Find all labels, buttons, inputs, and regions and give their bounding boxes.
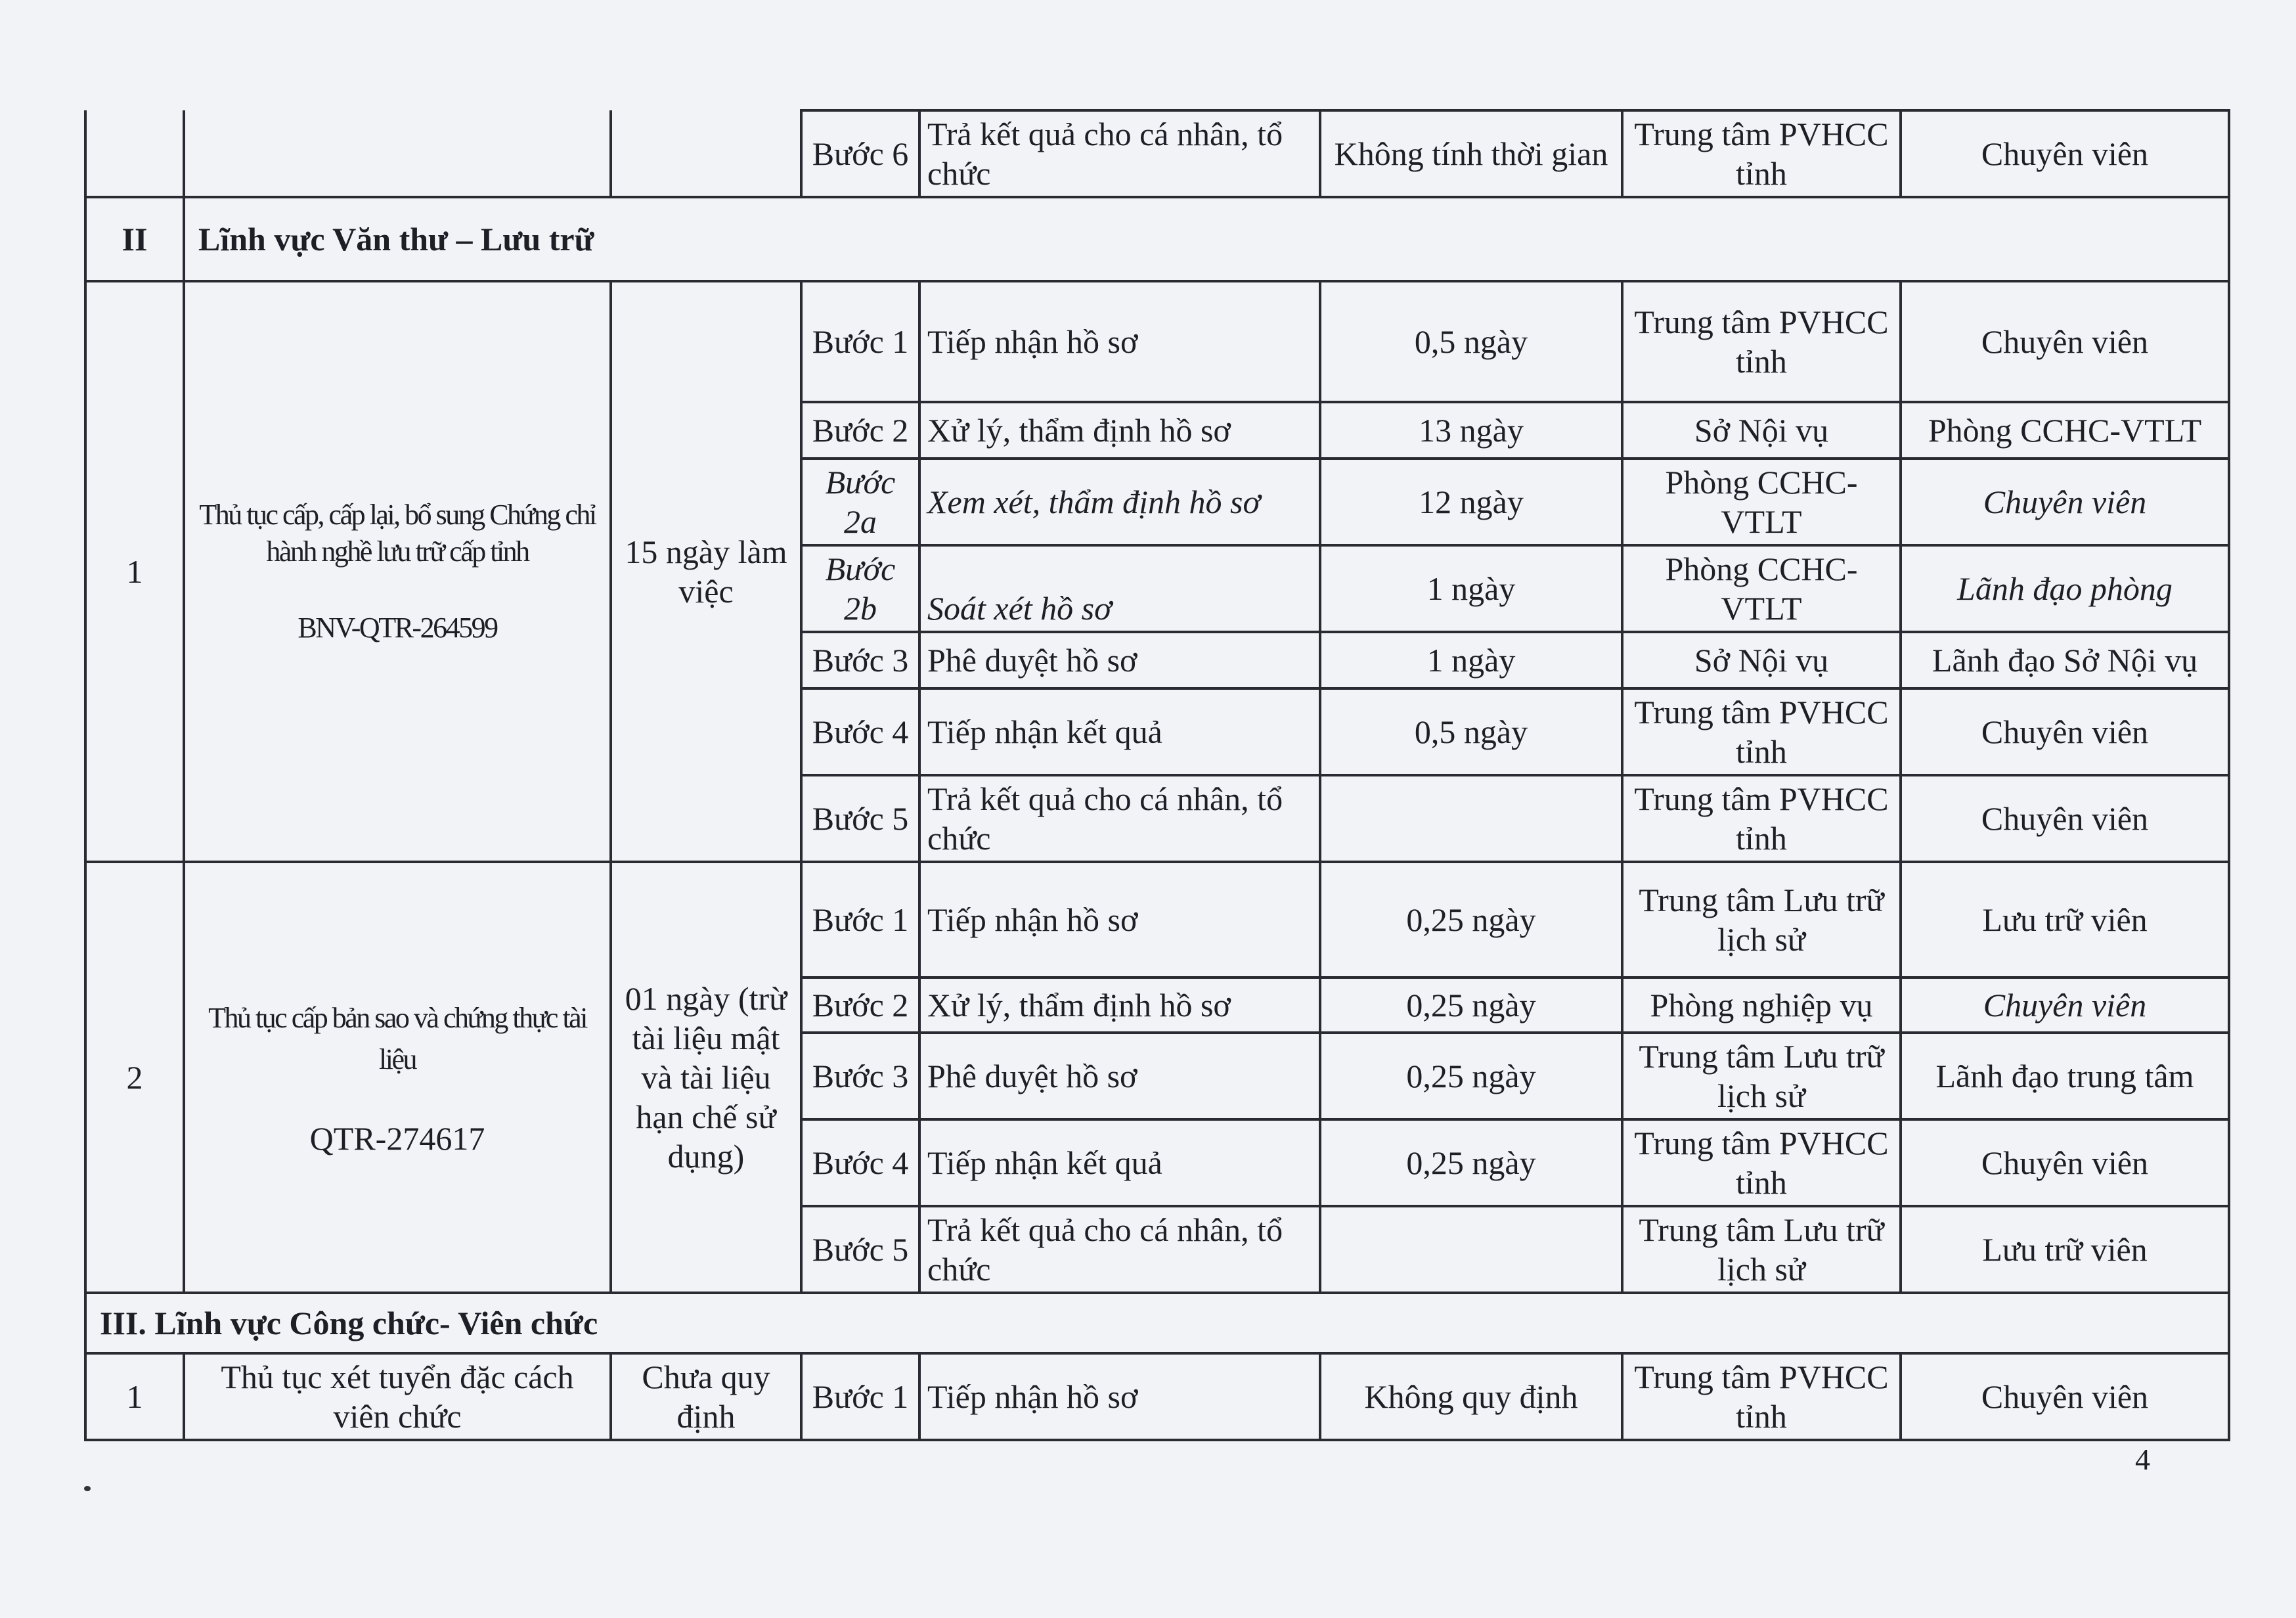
step-cell: Bước 1 xyxy=(801,1353,919,1440)
person-cell: Lãnh đạo trung tâm xyxy=(1901,1033,2229,1119)
unit-cell: Trung tâm Lưu trữ lịch sử xyxy=(1622,1206,1901,1293)
procedure-name-cell xyxy=(184,281,611,862)
step-cell: Bước 1 xyxy=(801,281,919,402)
step-cell: Bước 2a xyxy=(801,459,919,545)
step-cell: Bước 4 xyxy=(801,1119,919,1206)
procedure-name: Thủ tục xét tuyển đặc cách viên chức xyxy=(184,1353,611,1440)
table-row xyxy=(85,1353,2229,1440)
unit-cell: Trung tâm PVHCC tỉnh xyxy=(1622,688,1901,775)
unit-cell: Trung tâm PVHCC tỉnh xyxy=(1622,775,1901,862)
time-cell: 0,5 ngày xyxy=(1320,281,1622,402)
procedure-duration: 01 ngày (trừ tài liệu mật và tài liệu hạn chế sử dụng) xyxy=(611,862,801,1293)
table-row xyxy=(85,862,2229,978)
task-cell: Xem xét, thẩm định hồ sơ xyxy=(919,459,1320,545)
time-cell: 0,25 ngày xyxy=(1320,1033,1622,1119)
time-cell: 0,25 ngày xyxy=(1320,1119,1622,1206)
step-cell: Bước 5 xyxy=(801,1206,919,1293)
task-cell: Trả kết quả cho cá nhân, tổ chức xyxy=(919,110,1320,197)
procedure-number: 1 xyxy=(85,281,184,862)
task-cell: Tiếp nhận kết quả xyxy=(919,1119,1320,1206)
procedure-duration: 15 ngày làm việc xyxy=(611,281,801,862)
page-number: 4 xyxy=(2135,1443,2150,1476)
task-cell: Phê duyệt hồ sơ xyxy=(919,632,1320,688)
person-cell: Lãnh đạo phòng xyxy=(1901,545,2229,632)
person-cell: Phòng CCHC-VTLT xyxy=(1901,402,2229,459)
section-header-row xyxy=(85,1293,2229,1353)
section-header-row xyxy=(85,197,2229,281)
time-cell: 12 ngày xyxy=(1320,459,1622,545)
person-cell: Chuyên viên xyxy=(1901,281,2229,402)
unit-cell: Sở Nội vụ xyxy=(1622,402,1901,459)
unit-cell: Sở Nội vụ xyxy=(1622,632,1901,688)
cell-blank xyxy=(184,110,611,197)
person-cell: Chuyên viên xyxy=(1901,1353,2229,1440)
section-title: Lĩnh vực Văn thư – Lưu trữ xyxy=(184,197,2229,281)
person-cell: Chuyên viên xyxy=(1901,459,2229,545)
procedure-name: Thủ tục cấp bản sao và chứng thực tài liệu xyxy=(208,1002,586,1075)
step-cell: Bước 4 xyxy=(801,688,919,775)
person-cell: Chuyên viên xyxy=(1901,1119,2229,1206)
procedure-code: BNV-QTR-264599 xyxy=(298,612,497,644)
person-cell: Lãnh đạo Sở Nội vụ xyxy=(1901,632,2229,688)
unit-cell: Trung tâm PVHCC tỉnh xyxy=(1622,1353,1901,1440)
time-cell: 1 ngày xyxy=(1320,545,1622,632)
time-cell xyxy=(1320,775,1622,862)
step-cell: Bước 2b xyxy=(801,545,919,632)
task-cell: Tiếp nhận hồ sơ xyxy=(919,1353,1320,1440)
person-cell: Lưu trữ viên xyxy=(1901,862,2229,978)
table-row-continuation xyxy=(85,110,2229,197)
time-cell: 0,25 ngày xyxy=(1320,978,1622,1033)
person-cell: Chuyên viên xyxy=(1901,978,2229,1033)
procedure-table xyxy=(84,109,2230,1441)
unit-cell: Phòng CCHC-VTLT xyxy=(1622,459,1901,545)
scan-speck xyxy=(84,1486,91,1491)
task-cell: Phê duyệt hồ sơ xyxy=(919,1033,1320,1119)
procedure-number: 1 xyxy=(85,1353,184,1440)
unit-cell: Trung tâm PVHCC tỉnh xyxy=(1622,281,1901,402)
unit-cell: Trung tâm Lưu trữ lịch sử xyxy=(1622,1033,1901,1119)
unit-cell: Trung tâm Lưu trữ lịch sử xyxy=(1622,862,1901,978)
step-cell: Bước 2 xyxy=(801,402,919,459)
procedure-code: QTR-274617 xyxy=(309,1120,485,1157)
section-title: III. Lĩnh vực Công chức- Viên chức xyxy=(85,1293,2229,1353)
section-number: II xyxy=(85,197,184,281)
step-cell: Bước 5 xyxy=(801,775,919,862)
person-cell: Chuyên viên xyxy=(1901,110,2229,197)
person-cell: Chuyên viên xyxy=(1901,775,2229,862)
time-cell: 0,5 ngày xyxy=(1320,688,1622,775)
task-cell: Soát xét hồ sơ xyxy=(919,545,1320,632)
task-cell: Tiếp nhận kết quả xyxy=(919,688,1320,775)
time-cell: 1 ngày xyxy=(1320,632,1622,688)
task-cell: Xử lý, thẩm định hồ sơ xyxy=(919,978,1320,1033)
time-cell: 13 ngày xyxy=(1320,402,1622,459)
task-cell: Tiếp nhận hồ sơ xyxy=(919,281,1320,402)
task-cell: Trả kết quả cho cá nhân, tổ chức xyxy=(919,775,1320,862)
unit-cell: Trung tâm PVHCC tỉnh xyxy=(1622,1119,1901,1206)
task-cell: Xử lý, thẩm định hồ sơ xyxy=(919,402,1320,459)
step-cell: Bước 3 xyxy=(801,632,919,688)
table-row xyxy=(85,281,2229,402)
person-cell: Lưu trữ viên xyxy=(1901,1206,2229,1293)
task-cell: Tiếp nhận hồ sơ xyxy=(919,862,1320,978)
time-cell: 0,25 ngày xyxy=(1320,862,1622,978)
procedure-number: 2 xyxy=(85,862,184,1293)
step-cell: Bước 3 xyxy=(801,1033,919,1119)
cell-blank xyxy=(611,110,801,197)
step-cell: Bước 6 xyxy=(801,110,919,197)
step-cell: Bước 2 xyxy=(801,978,919,1033)
procedure-name: Thủ tục cấp, cấp lại, bổ sung Chứng chỉ hành nghề lưu trữ cấp tỉnh xyxy=(199,499,596,568)
procedure-duration: Chưa quy định xyxy=(611,1353,801,1440)
unit-cell: Phòng CCHC-VTLT xyxy=(1622,545,1901,632)
cell-blank xyxy=(85,110,184,197)
time-cell: Không quy định xyxy=(1320,1353,1622,1440)
person-cell: Chuyên viên xyxy=(1901,688,2229,775)
time-cell xyxy=(1320,1206,1622,1293)
task-cell: Trả kết quả cho cá nhân, tổ chức xyxy=(919,1206,1320,1293)
step-cell: Bước 1 xyxy=(801,862,919,978)
time-cell: Không tính thời gian xyxy=(1320,110,1622,197)
unit-cell: Phòng nghiệp vụ xyxy=(1622,978,1901,1033)
unit-cell: Trung tâm PVHCC tỉnh xyxy=(1622,110,1901,197)
procedure-name-cell xyxy=(184,862,611,1293)
